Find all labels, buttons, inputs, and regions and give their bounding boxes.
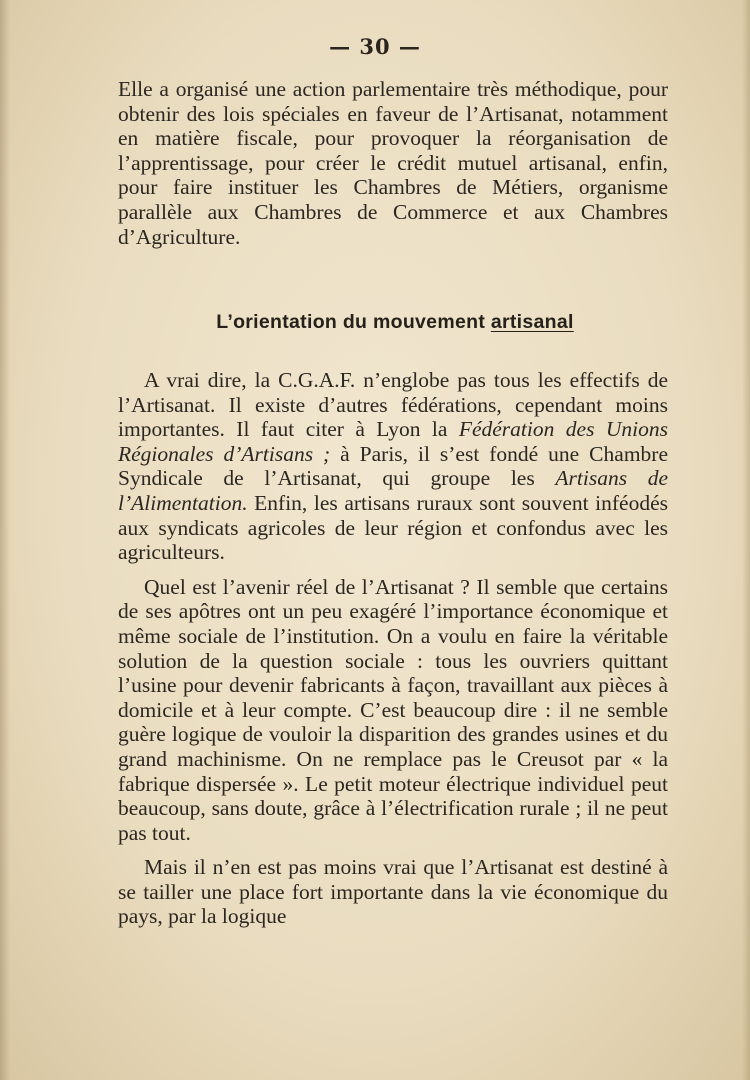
page-shadow-right [742,0,750,1080]
paragraph-2-text-c: à Paris, il s’est fondé une Chambre Syndicale de l’Artisanat, qui groupe les [118,441,668,491]
paragraph-2-text-e: Enfin, les artisans ruraux sont souvent inféodés aux syndicats agricoles de leur région et confondus avec les agriculteurs. [118,490,668,565]
section-heading-text: L’orientation du mouvement [216,311,491,333]
section-heading-underlined: artisanal [490,311,574,333]
paragraph-group [118,368,668,929]
page-number: — 30 — [329,34,421,59]
paragraph-1: Elle a organisé une action parlementaire très méthodique, pour obtenir des lois spéciales en faveur de l’Artisanat, notamment en matière fiscale, pour provoquer la réorganisation de l’apprentissage, pour créer le crédit mutuel artisanal, enfin, pour faire instituer les Chambres de Métiers, organisme parallèle aux Chambres de Commerce et aux Chambres d’Agriculture. [118,77,668,249]
page-shadow-left [0,0,10,1080]
paragraph-1-block [118,77,668,249]
paragraph-2-text-a: A vrai dire, la C.G.A.F. n’englobe pas tous les effectifs de l’Artisanat. Il existe d’autres fédérations, cependant moins importantes. Il faut citer à Lyon la [118,368,668,442]
paragraph-2-italic-alimentation: Artisans de l’Alimentation. [118,466,669,515]
section-heading [0,311,750,334]
paragraph-2 [118,368,668,565]
paragraph-3: Quel est l’avenir réel de l’Artisanat ? Il semble que certains de ses apôtres ont un peu exagéré l’importance économique et même sociale de l’institution. On a voulu en faire la véritable solution de la question sociale : tous les ouvriers quittant l’usine pour devenir fabricants à façon, travaillant aux pièces à domicile et à leur compte. C’est beaucoup dire : il ne semble guère logique de vouloir la disparition des grandes usines et du grand machinisme. On ne remplace pas le Creusot par « la fabrique dispersée ». Le petit moteur électrique individuel peut beaucoup, sans doute, grâce à l’électrification rurale ; il ne peut pas tout. [118,574,668,845]
paragraph-2-italic-federation: Fédération des Unions Régionales d’Artisans ; [118,417,668,466]
paragraph-4: Mais il n’en est pas moins vrai que l’Artisanat est destiné à se tailler une place fort importante dans la vie économique du pays, par la logique [118,855,668,929]
